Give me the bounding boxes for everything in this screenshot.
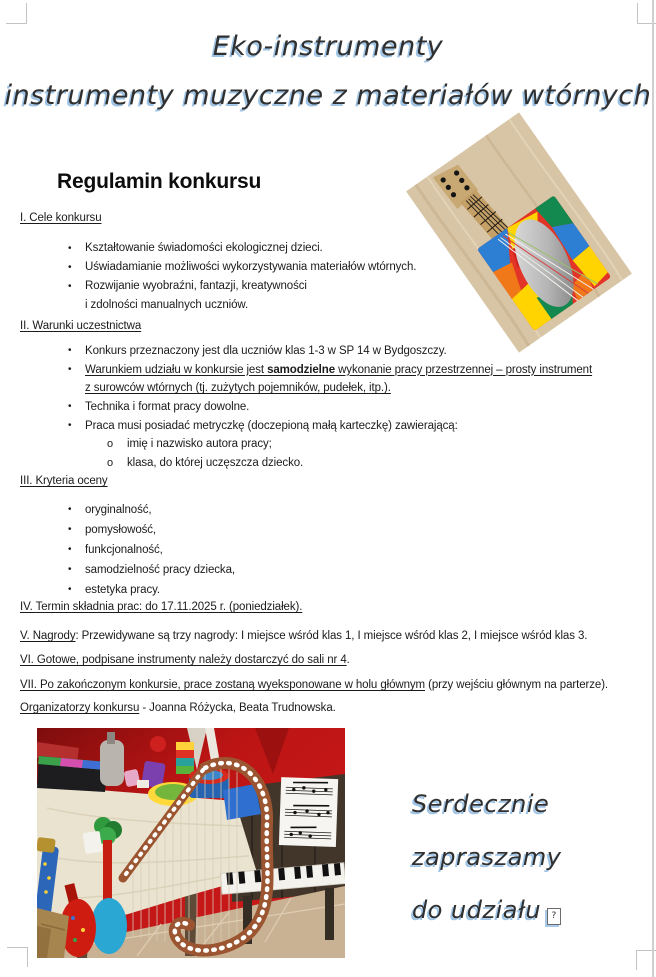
sub-bullet-icon: o [107, 438, 114, 450]
section-2-title: II. Warunki uczestnictwa [20, 320, 142, 332]
list-item: • estetyka pracy. [20, 580, 656, 600]
exhibition-photo-art [37, 728, 345, 958]
list-item: • Kształtowanie świadomości ekologicznej dzieci. [20, 239, 656, 258]
invitation-line: zapraszamy [412, 843, 562, 871]
list-item-continuation: i zdolności manualnych uczniów. [85, 299, 249, 311]
list-item: • funkcjonalność, [20, 540, 656, 560]
page-subtitle: instrumenty muzyczne z materiałów wtórnych [4, 80, 652, 111]
list-subitem: o klasa, do której uczęszcza dziecko. [20, 454, 656, 473]
exhibition-photo [37, 728, 345, 958]
list-item: • Technika i format pracy dowolne. [20, 398, 656, 417]
bullet-icon: • [68, 564, 72, 575]
bullet-icon: • [68, 419, 72, 431]
crop-mark-top-right [637, 3, 638, 23]
page-title: Eko-instrumenty [212, 31, 444, 62]
section-4-line: IV. Termin składnia prac: do 17.11.2025 r. (poniedziałek). [20, 601, 303, 613]
list-item: • Konkurs przeznaczony jest dla uczniów klas 1-3 w SP 14 w Bydgoszczy. [20, 342, 656, 361]
invitation-text [412, 778, 562, 937]
crop-mark-bottom-right [636, 950, 637, 970]
section-3-title: III. Kryteria oceny [20, 475, 108, 487]
list-item-continuation: z surowców wtórnych (tj. zużytych pojemników, pudełek, itp.). [85, 382, 391, 394]
list-item: • Warunkiem udziału w konkursie jest samodzielne wykonanie pracy przestrzennej – prosty instrument [20, 361, 656, 380]
guitar-photo [406, 112, 632, 353]
bullet-icon: • [68, 544, 72, 555]
list-item: • Rozwijanie wyobraźni, fantazji, kreatywności [20, 277, 656, 296]
list-item: • pomysłowość, [20, 520, 656, 540]
bullet-icon: • [68, 401, 72, 412]
sub-bullet-icon: o [107, 456, 114, 469]
section-7-line: VII. Po zakończonym konkursie, prace zostaną wyeksponowane w holu głównym (przy wejściu głównym na parterze). [20, 679, 609, 691]
bullet-icon: • [68, 281, 72, 292]
list-item: • Uświadamianie możliwości wykorzystywania materiałów wtórnych. [20, 258, 656, 277]
crop-mark-bottom-left [7, 947, 28, 948]
guitar-photo-art [406, 112, 632, 353]
regulations-heading: Regulamin konkursu [57, 170, 262, 193]
bullet-icon: • [68, 345, 72, 356]
section-5-line: V. Nagrody: Przewidywane są trzy nagrody: I miejsce wśród klas 1, I miejsce wśród klas 2, I miejsce wśród klas 3. [20, 630, 588, 642]
list-item: • Praca musi posiadać metryczkę (doczepioną małą karteczkę) zawierającą: [20, 417, 656, 436]
section-6-line: VI. Gotowe, podpisane instrumenty należy dostarczyć do sali nr 4. [20, 654, 350, 666]
bullet-icon: • [68, 504, 72, 515]
window-right-edge [652, 0, 654, 977]
section-2-list [20, 342, 656, 472]
list-item: • oryginalność, [20, 500, 656, 520]
crop-mark-top-left [26, 3, 27, 23]
organizers-line: Organizatorzy konkursu - Joanna Różycka, Beata Trudnowska. [20, 702, 336, 714]
list-subitem: o imię i nazwisko autora pracy; [20, 435, 656, 454]
section-1-list [20, 239, 656, 315]
bullet-icon: • [68, 243, 72, 254]
invitation-line: Serdecznie [412, 790, 550, 818]
list-item: • samodzielność pracy dziecka, [20, 560, 656, 580]
bullet-icon: • [68, 584, 72, 595]
missing-glyph-icon: ? [547, 908, 561, 925]
bullet-icon: • [68, 524, 72, 535]
bullet-icon: • [68, 363, 72, 375]
section-3-list [20, 500, 656, 600]
crop-mark-bottom-left [27, 947, 28, 967]
crop-mark-top-left [6, 23, 27, 24]
invitation-line: do udziału ? [412, 884, 562, 937]
section-1-title: I. Cele konkursu [20, 212, 102, 224]
bullet-icon: • [68, 262, 72, 273]
